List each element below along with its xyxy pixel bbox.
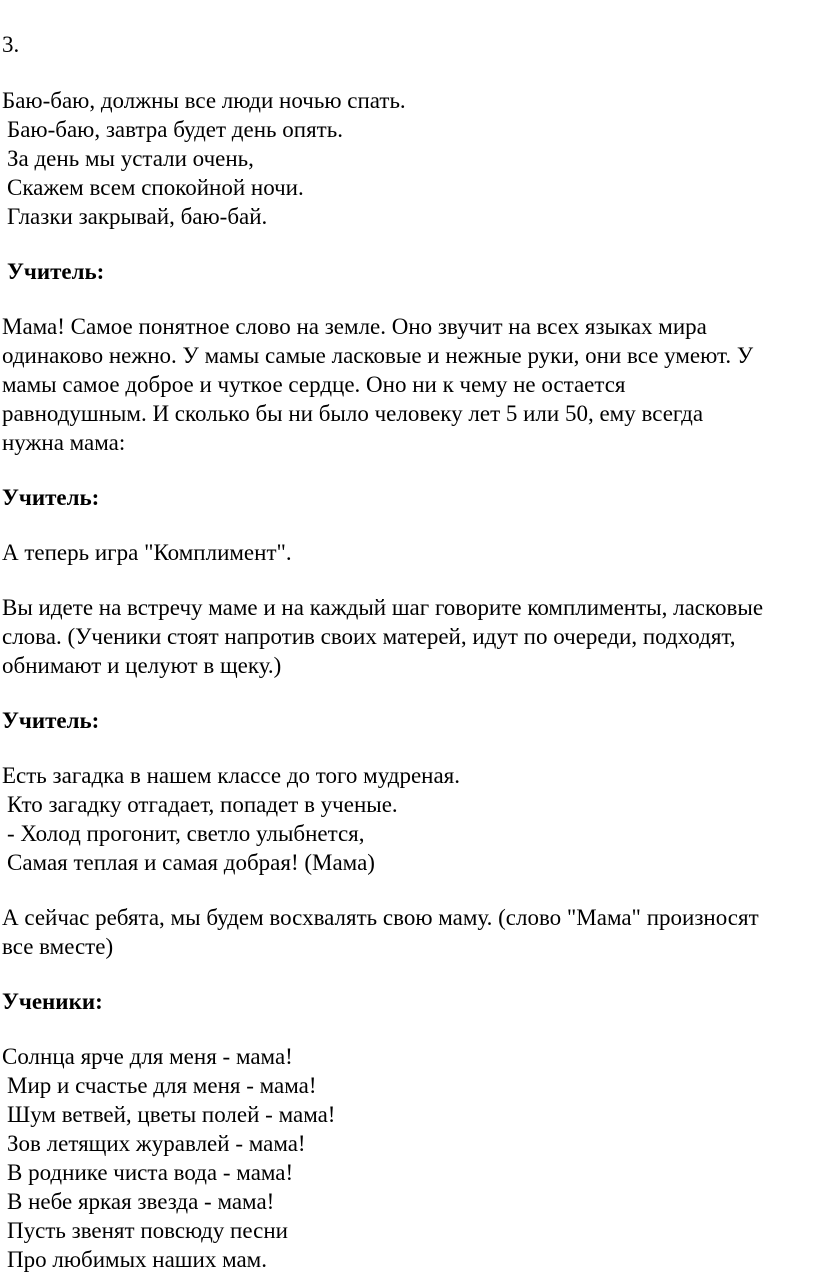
speaker-label: Ученики: — [2, 989, 103, 1014]
verse-line: В небе яркая звезда - мама! — [7, 1189, 275, 1214]
verse-line: Мир и счастье для меня - мама! — [7, 1073, 317, 1098]
verse-line: Скажем всем спокойной ночи. — [7, 175, 304, 200]
paragraph-line: А теперь игра "Комплимент". — [2, 540, 292, 565]
verse-line: В роднике чиста вода - мама! — [7, 1160, 294, 1185]
speaker-label: Учитель: — [2, 708, 100, 733]
paragraph-line: обнимают и целуют в щеку.) — [2, 653, 282, 678]
riddle-line: Самая теплая и самая добрая! (Мама) — [7, 850, 375, 875]
paragraph-line: слова. (Ученики стоят напротив своих матерей, идут по очереди, подходят, — [2, 624, 736, 649]
verse-line: Зов летящих журавлей - мама! — [7, 1131, 306, 1156]
paragraph-line: мамы самое доброе и чуткое сердце. Оно ни к чему не остается — [2, 372, 626, 397]
paragraph-line: Вы идете на встречу маме и на каждый шаг говорите комплименты, ласковые — [2, 595, 764, 620]
speaker-label: Учитель: — [7, 259, 105, 284]
paragraph-line: все вместе) — [2, 934, 114, 959]
verse-line: Про любимых наших мам. — [7, 1247, 267, 1272]
riddle-line: Есть загадка в нашем классе до того мудреная. — [2, 763, 461, 788]
verse-line: Солнца ярче для меня - мама! — [2, 1044, 293, 1069]
riddle-line: - Холод прогонит, светло улыбнется, — [7, 821, 365, 846]
paragraph-line: равнодушным. И сколько бы ни было человеку лет 5 или 50, ему всегда — [2, 401, 704, 426]
section-number: 3. — [2, 32, 20, 57]
verse-line: Баю-баю, должны все люди ночью спать. — [2, 88, 406, 113]
speaker-label: Учитель: — [2, 485, 100, 510]
paragraph-line: одинаково нежно. У мамы самые ласковые и нежные руки, они все умеют. У — [2, 343, 754, 368]
verse-line: Баю-баю, завтра будет день опять. — [7, 117, 343, 142]
paragraph-line: Мама! Самое понятное слово на земле. Оно звучит на всех языках мира — [2, 314, 707, 339]
verse-line: Глазки закрывай, баю-бай. — [7, 204, 268, 229]
verse-line: Пусть звенят повсюду песни — [7, 1218, 288, 1243]
verse-line: Шум ветвей, цветы полей - мама! — [7, 1102, 336, 1127]
verse-line: За день мы устали очень, — [7, 146, 254, 171]
riddle-line: Кто загадку отгадает, попадет в ученые. — [7, 792, 398, 817]
paragraph-line: нужна мама: — [2, 430, 126, 455]
paragraph-line: А сейчас ребята, мы будем восхвалять свою маму. (слово "Мама" произносят — [2, 905, 759, 930]
